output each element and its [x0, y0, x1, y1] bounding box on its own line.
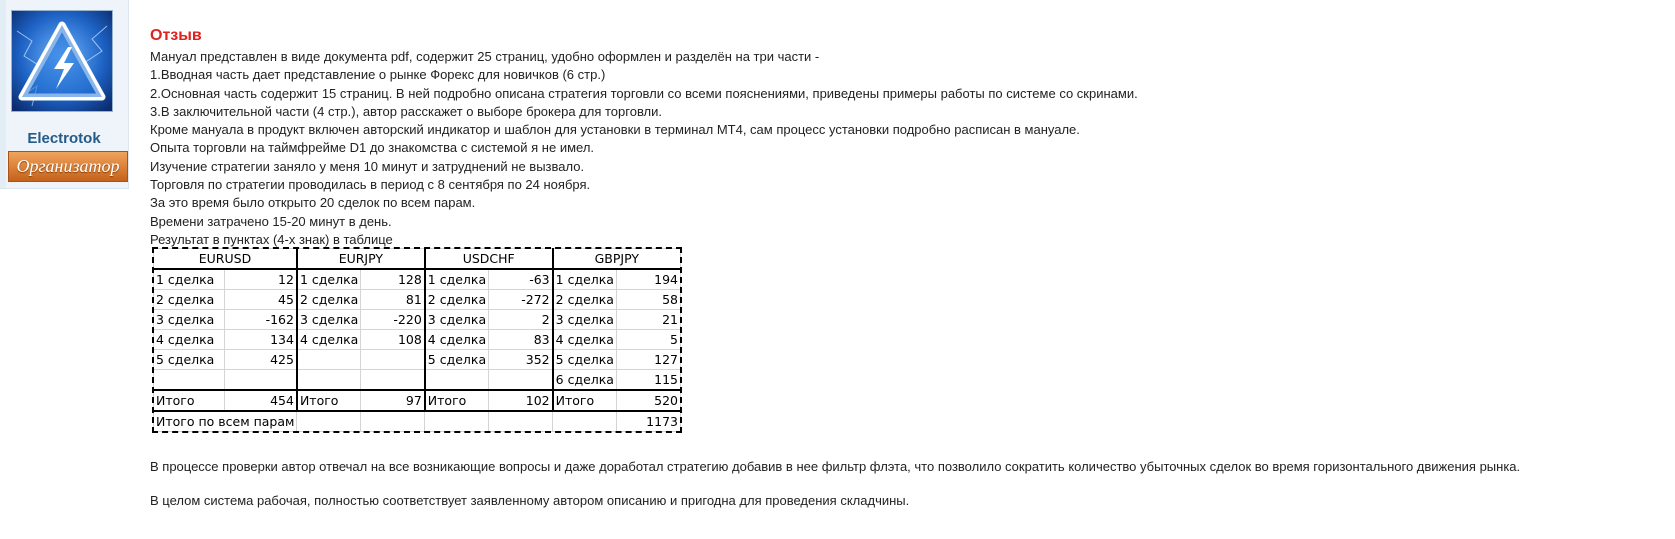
- total-value: 102: [489, 390, 553, 411]
- trade-value: [361, 370, 425, 391]
- trade-value: -220: [361, 310, 425, 330]
- total-value: 97: [361, 390, 425, 411]
- trade-label: [297, 370, 361, 391]
- post-line: Мануал представлен в виде документа pdf, содержит 25 страниц, удобно оформлен и разделён на три части -: [150, 49, 820, 64]
- trade-label: 4 сделка: [297, 330, 361, 350]
- trade-value: 425: [225, 350, 297, 370]
- trade-value: 2: [489, 310, 553, 330]
- empty-cell: [361, 411, 425, 432]
- post-line: 2.Основная часть содержит 15 страниц. В ней подробно описана стратегия торговли со всеми пояснениями, приведены примеры работы по системе со скринами.: [150, 85, 1138, 101]
- trade-label: 1 сделка: [553, 269, 617, 290]
- total-label: Итого: [425, 390, 489, 411]
- trade-value: 58: [616, 290, 680, 310]
- trade-value: -162: [225, 310, 297, 330]
- trade-label: 5 сделка: [154, 350, 225, 370]
- trade-value: 83: [489, 330, 553, 350]
- trade-label: 1 сделка: [297, 269, 361, 290]
- table-row: [154, 350, 681, 370]
- trade-value: 12: [225, 269, 297, 290]
- trade-value: 352: [489, 350, 553, 370]
- trade-value: 5: [616, 330, 680, 350]
- totals-row: [154, 390, 681, 411]
- post-line: Изучение стратегии заняло у меня 10 минут и затруднений не вызвало.: [150, 158, 585, 174]
- post-line: За это время было открыто 20 сделок по всем парам.: [150, 195, 476, 211]
- total-label: Итого: [553, 390, 617, 411]
- total-value: 454: [225, 390, 297, 411]
- trade-label: 6 сделка: [553, 370, 617, 391]
- user-avatar[interactable]: [11, 10, 113, 112]
- trade-value: -272: [489, 290, 553, 310]
- total-value: 520: [616, 390, 680, 411]
- trade-label: 2 сделка: [297, 290, 361, 310]
- table-row: [154, 290, 681, 310]
- total-label: Итого: [154, 390, 225, 411]
- trade-label: [154, 370, 225, 391]
- post-line: Результат в пунктах (4-х знак) в таблице: [150, 231, 393, 247]
- empty-cell: [489, 411, 553, 432]
- post-line: Времени затрачено 15-20 минут в день.: [150, 213, 392, 229]
- grand-total-row: [154, 411, 681, 432]
- trade-label: 1 сделка: [154, 269, 225, 290]
- trade-value: 128: [361, 269, 425, 290]
- header-eurjpy: EURJPY: [297, 249, 425, 270]
- trade-value: 21: [616, 310, 680, 330]
- trade-value: 134: [225, 330, 297, 350]
- table-row: [154, 370, 681, 391]
- trade-label: 4 сделка: [154, 330, 225, 350]
- trade-label: 2 сделка: [425, 290, 489, 310]
- post-title: Отзыв: [150, 27, 202, 44]
- trade-value: [361, 350, 425, 370]
- trade-label: 2 сделка: [553, 290, 617, 310]
- user-info-panel: [0, 0, 129, 189]
- trade-value: 127: [616, 350, 680, 370]
- trade-value: -63: [489, 269, 553, 290]
- trade-label: 5 сделка: [425, 350, 489, 370]
- trade-label: 5 сделка: [553, 350, 617, 370]
- table-row: [154, 269, 681, 290]
- trade-value: 81: [361, 290, 425, 310]
- trade-value: 45: [225, 290, 297, 310]
- post-body: [150, 26, 1600, 249]
- organizer-badge: [8, 151, 128, 182]
- header-usdchf: USDCHF: [425, 249, 553, 270]
- trade-label: 1 сделка: [425, 269, 489, 290]
- post-line: 1.Вводная часть дает представление о рынке Форекс для новичков (6 стр.): [150, 67, 606, 83]
- header-gbpjpy: GBPJPY: [553, 249, 681, 270]
- trade-label: [297, 350, 361, 370]
- trade-label: 3 сделка: [553, 310, 617, 330]
- post-paragraph: В целом система рабочая, полностью соответствует заявленному автором описанию и пригодна для проведения складчины.: [150, 493, 910, 508]
- table-header-row: [154, 249, 681, 270]
- trade-value: [489, 370, 553, 391]
- grand-total-label: Итого по всем парам: [154, 411, 297, 432]
- post-line: 3.В заключительной части (4 стр.), автор расскажет о выборе брокера для торговли.: [150, 103, 663, 119]
- results-table: [153, 248, 681, 432]
- trade-value: 194: [616, 269, 680, 290]
- post-line: Опыта торговли на таймфрейме D1 до знакомства с системой я не имел.: [150, 140, 595, 156]
- trade-label: 3 сделка: [297, 310, 361, 330]
- post-paragraph: В процессе проверки автор отвечал на все возникающие вопросы и даже доработал стратегию добавив в нее фильтр флэта, что позволило сократить количество убыточных сделок во время горизонтального движения рынка.: [150, 459, 1521, 474]
- total-label: Итого: [297, 390, 361, 411]
- header-eurusd: EURUSD: [154, 249, 297, 270]
- trade-label: 4 сделка: [425, 330, 489, 350]
- trade-label: 4 сделка: [553, 330, 617, 350]
- empty-cell: [297, 411, 361, 432]
- lightning-warning-triangle-icon: [12, 11, 112, 111]
- post-line: Кроме мануала в продукт включен авторский индикатор и шаблон для установки в терминал МТ4, сам процесс установки подробно расписан в мануале.: [150, 122, 1080, 138]
- post-line: Торговля по стратегии проводилась в период с 8 сентября по 24 ноября.: [150, 177, 591, 193]
- empty-cell: [425, 411, 489, 432]
- trade-label: 3 сделка: [425, 310, 489, 330]
- trade-label: 3 сделка: [154, 310, 225, 330]
- username-link[interactable]: Electrotok: [27, 130, 101, 147]
- table-row: [154, 330, 681, 350]
- trade-value: 108: [361, 330, 425, 350]
- organizer-badge-label: Организатор: [16, 156, 120, 176]
- table-row: [154, 310, 681, 330]
- trade-label: [425, 370, 489, 391]
- trade-label: 2 сделка: [154, 290, 225, 310]
- trade-value: [225, 370, 297, 391]
- grand-total-value: 1173: [616, 411, 680, 432]
- trade-value: 115: [616, 370, 680, 391]
- empty-cell: [553, 411, 617, 432]
